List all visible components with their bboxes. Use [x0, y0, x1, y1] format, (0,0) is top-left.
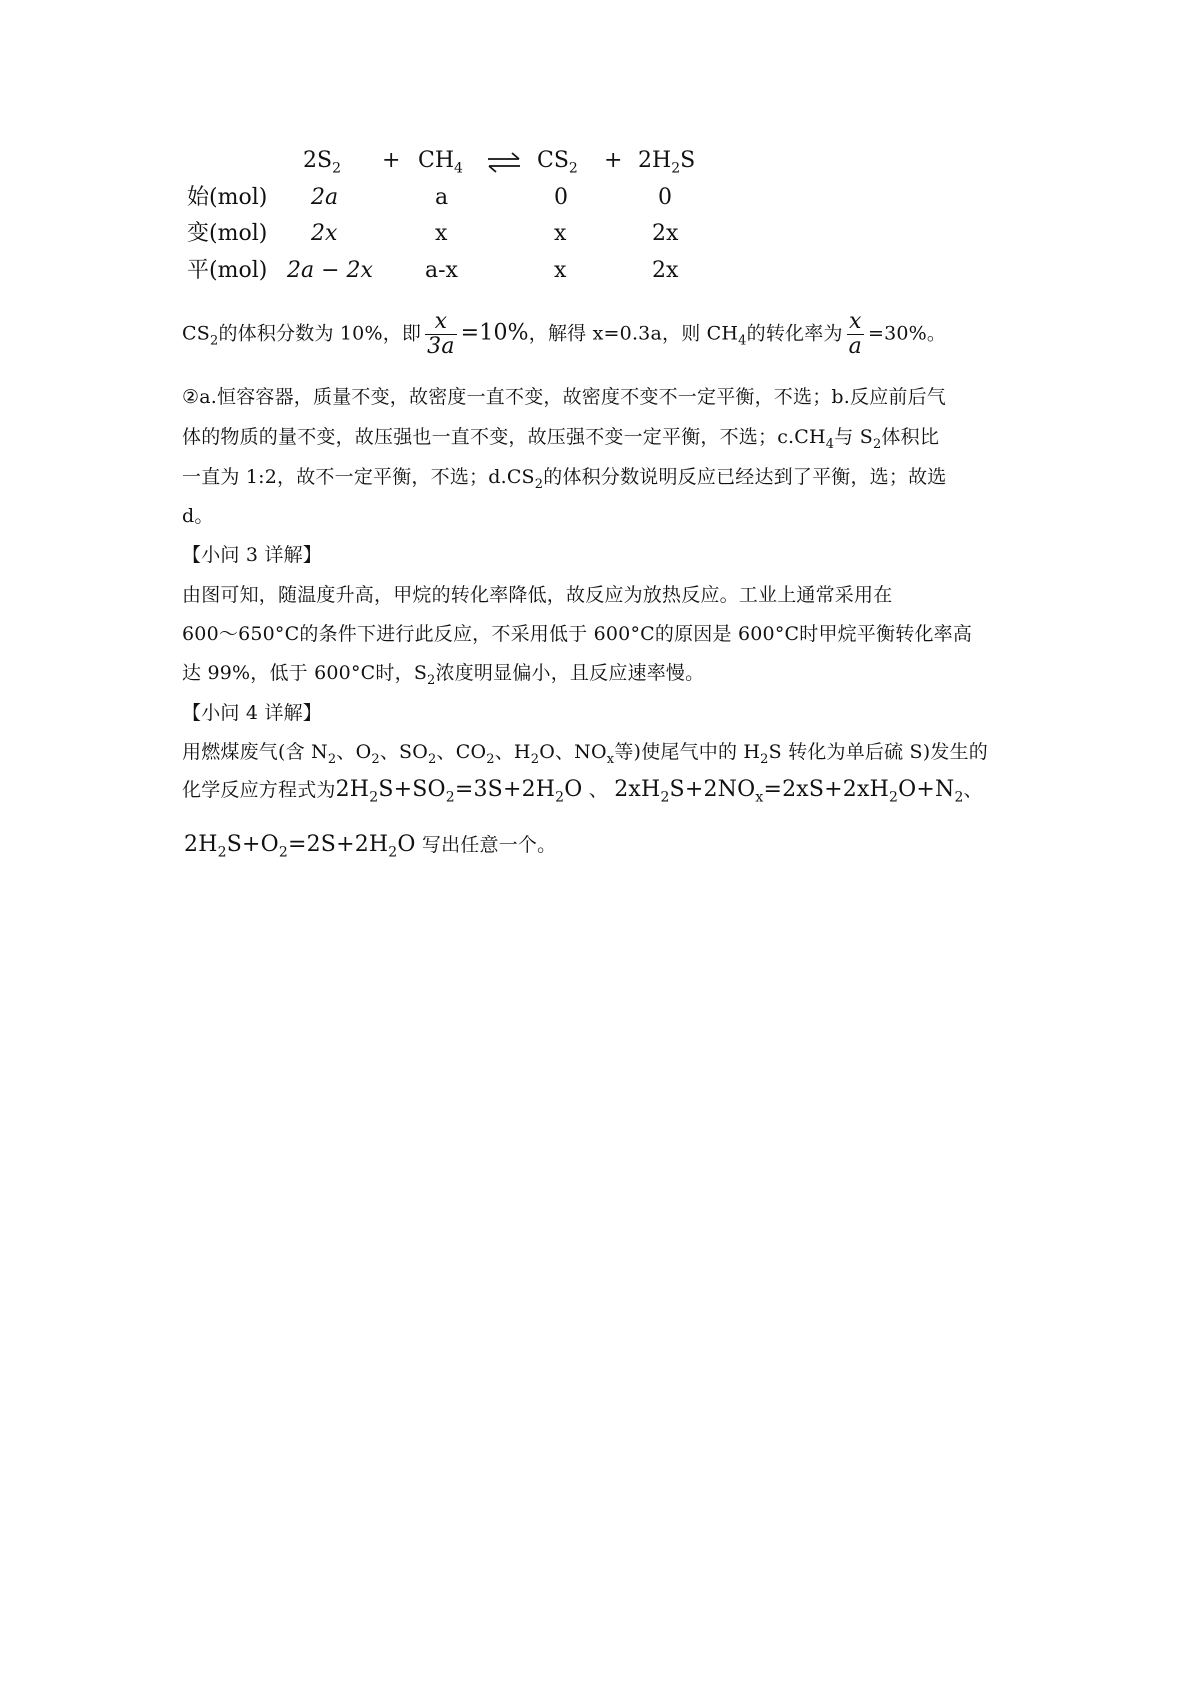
equation-3: $2H_2S+O_2=2S+2H_2O$ — [184, 832, 416, 861]
row-label-equilibrium: 平(mol) — [187, 258, 268, 283]
cell-initial-s2: 2a — [311, 185, 339, 210]
paragraph-line: 化学反应方程式为$2H_2S+SO_2=3S+2H_2O$ 、 $2xH_2S+2NO_x=2xS+2xH_2O+N_2$、 — [182, 777, 983, 806]
paragraph-line: 达 99%，低于 600°C时，$S_2$浓度明显偏小，且反应速率慢。 — [182, 662, 705, 688]
fraction-x-over-a: $\frac{x}{a}$ — [848, 309, 862, 359]
paragraph-line: 600～650°C的条件下进行此反应，不采用低于 600°C的原因是 600°C时甲烷平衡转化率高 — [182, 623, 973, 645]
cell-equilibrium-h2s: 2x — [652, 258, 679, 283]
section-heading-q3: 【小问 3 详解】 — [182, 544, 322, 566]
equation-1: $2H_2S+SO_2=3S+2H_2O$ — [335, 777, 583, 806]
cell-change-s2: 2x — [311, 221, 338, 246]
plus-sign: + — [604, 148, 623, 173]
cell-change-h2s: 2x — [652, 221, 679, 246]
species-cs2: $CS_2$ — [537, 148, 578, 177]
cell-equilibrium-ch4: a-x — [425, 258, 458, 283]
cell-change-ch4: x — [435, 221, 448, 246]
cell-equilibrium-cs2: x — [554, 258, 567, 283]
row-label-change: 变(mol) — [187, 221, 268, 246]
paragraph-line: ②a.恒容容器，质量不变，故密度一直不变，故密度不变不一定平衡，不选；b.反应前后气 — [182, 386, 947, 408]
species-s2: $2S_2$ — [303, 148, 341, 177]
fraction-x-over-3a: $\frac{x}{3a}$ — [427, 309, 455, 359]
section-heading-q4: 【小问 4 详解】 — [182, 702, 322, 724]
cell-initial-ch4: a — [435, 185, 449, 210]
paragraph-line: $2H_2S+O_2=2S+2H_2O$ 写出任意一个。 — [184, 832, 557, 861]
cell-equilibrium-s2: 2a − 2x — [287, 258, 373, 283]
paragraph-line: 用燃煤废气(含 $N_2$、$O_2$、$SO_2$、$CO_2$、$H_2O$、$NO_x$等)使尾气中的 $H_2S$ 转化为单后硫 S)发生的 — [182, 741, 988, 767]
cell-change-cs2: x — [554, 221, 567, 246]
conversion-paragraph: $CS_2$的体积分数为 10%，即 $\frac{x}{3a}$ =10%，解得 x=0.3a，则 $CH_4$的转化率为 $\frac{x}{a}$ =30%。 — [182, 309, 947, 359]
paragraph-line: 一直为 1:2，故不一定平衡，不选；$d.CS_2$的体积分数说明反应已经达到了平衡，选；故选 — [182, 466, 947, 492]
row-label-initial: 始(mol) — [187, 185, 268, 210]
plus-sign: + — [382, 148, 401, 173]
paragraph-line: d。 — [182, 505, 214, 527]
equation-2: $2xH_2S+2NO_x=2xS+2xH_2O+N_2$ — [614, 777, 964, 806]
cell-initial-h2s: 0 — [658, 185, 672, 210]
equilibrium-arrow-icon — [486, 150, 522, 174]
cell-initial-cs2: 0 — [554, 185, 568, 210]
paragraph-line: 体的物质的量不变，故压强也一直不变，故压强不变一定平衡，不选；$c.CH_4$与 $S_2$体积比 — [182, 426, 940, 452]
species-h2s: $2H_2S$ — [638, 148, 696, 177]
species-ch4: $CH_4$ — [418, 148, 463, 177]
paragraph-line: 由图可知，随温度升高，甲烷的转化率降低，故反应为放热反应。工业上通常采用在 — [182, 584, 893, 606]
